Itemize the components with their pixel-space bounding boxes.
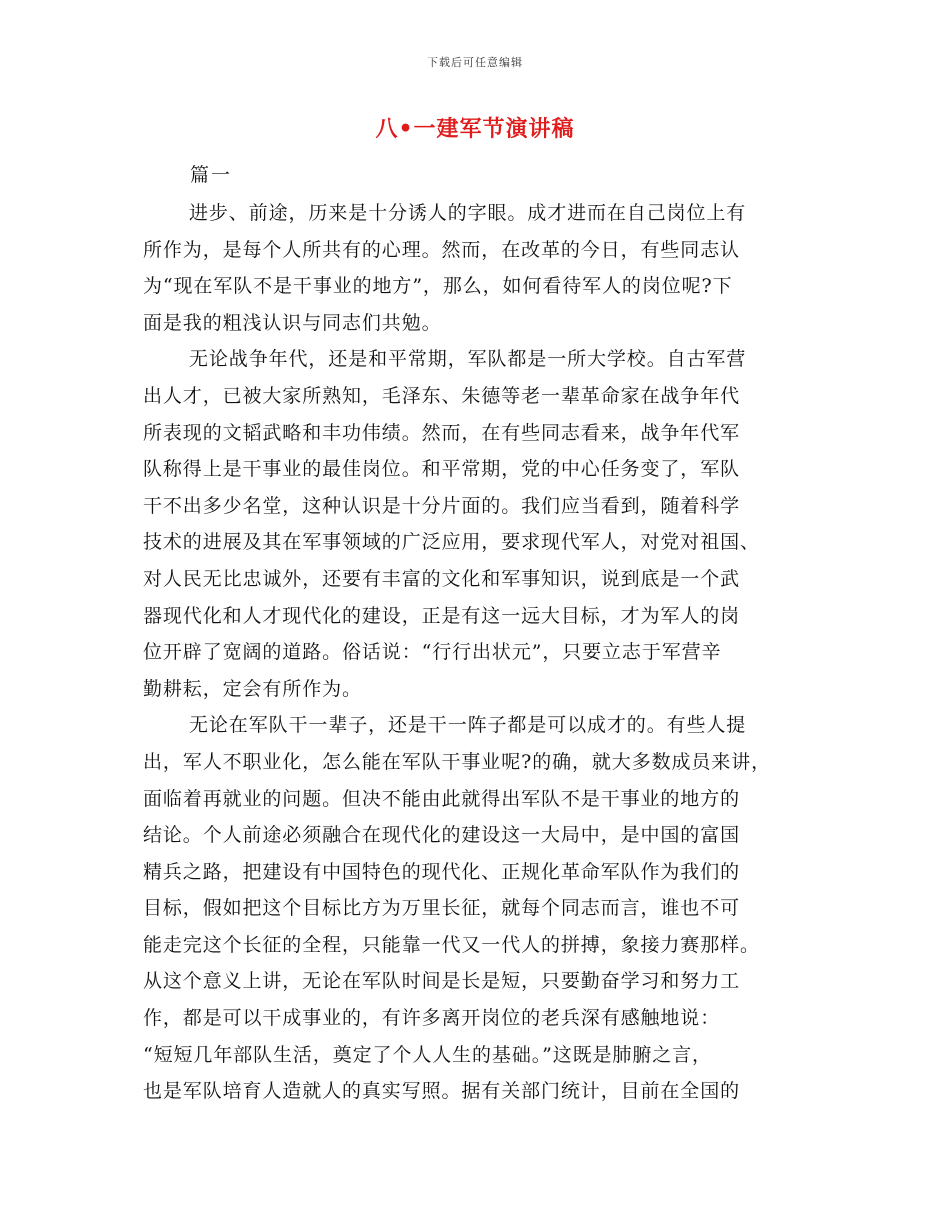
text-line: 所表现的文韬武略和丰功伟绩。然而，在有些同志看来，战争年代军 xyxy=(143,421,741,444)
text-line: 出，军人不职业化，怎么能在军队干事业呢?的确，就大多数成员来讲， xyxy=(143,750,771,773)
text-line: 能走完这个长征的全程，只能靠一代又一代人的拼搏，象接力赛那样。 xyxy=(143,933,760,956)
text-line: 无论在军队干一辈子，还是干一阵子都是可以成才的。有些人提 xyxy=(189,714,747,737)
text-line: 精兵之路，把建设有中国特色的现代化、正规化革命军队作为我们的 xyxy=(143,860,741,883)
text-line: 面是我的粗浅认识与同志们共勉。 xyxy=(143,311,442,334)
document-title: 八•一建军节演讲稿 xyxy=(375,116,575,142)
text-line: 结论。个人前途必须融合在现代化的建设这一大局中，是中国的富国 xyxy=(143,824,741,847)
text-line: 勤耕耘，定会有所作为。 xyxy=(143,677,362,700)
text-line: 出人才，已被大家所熟知，毛泽东、朱德等老一辈革命家在战争年代 xyxy=(143,384,741,407)
text-line: 位开辟了宽阔的道路。俗话说：“行行出状元”，只要立志于军营辛 xyxy=(143,641,722,664)
header-note: 下载后可任意编辑 xyxy=(427,56,523,69)
text-line: 技术的进展及其在军事领域的广泛应用，要求现代军人，对党对祖国、 xyxy=(143,531,760,554)
text-line: 从这个意义上讲，无论在军队时间是长是短，只要勤奋学习和努力工 xyxy=(143,970,741,993)
text-line: 所作为，是每个人所共有的心理。然而，在改革的今日，有些同志认 xyxy=(143,238,741,261)
text-line: 面临着再就业的问题。但决不能由此就得出军队不是干事业的地方的 xyxy=(143,787,741,810)
body-text xyxy=(143,195,813,1110)
text-line: 进步、前途，历来是十分诱人的字眼。成才进而在自己岗位上有 xyxy=(189,202,747,224)
text-line: 干不出多少名堂，这种认识是十分片面的。我们应当看到，随着科学 xyxy=(143,494,741,517)
text-line: 为“现在军队不是干事业的地方”，那么，如何看待军人的岗位呢?下 xyxy=(143,275,733,298)
text-line: “短短几年部队生活，奠定了个人人生的基础。”这既是肺腑之言， xyxy=(143,1043,712,1066)
text-line: 作，都是可以干成事业的，有许多离开岗位的老兵深有感触地说： xyxy=(143,1007,721,1030)
text-line: 队称得上是干事业的最佳岗位。和平常期，党的中心任务变了，军队 xyxy=(143,458,741,481)
text-line: 无论战争年代，还是和平常期，军队都是一所大学校。自古军营 xyxy=(189,348,747,371)
text-line: 对人民无比忠诚外，还要有丰富的文化和军事知识，说到底是一个武 xyxy=(143,567,741,590)
text-line: 也是军队培育人造就人的真实写照。据有关部门统计，目前在全国的 xyxy=(143,1080,741,1103)
text-line: 器现代化和人才现代化的建设，正是有这一远大目标，才为军人的岗 xyxy=(143,604,741,627)
text-line: 目标，假如把这个目标比方为万里长征，就每个同志而言，谁也不可 xyxy=(143,897,741,920)
section-label: 篇一 xyxy=(190,164,233,186)
